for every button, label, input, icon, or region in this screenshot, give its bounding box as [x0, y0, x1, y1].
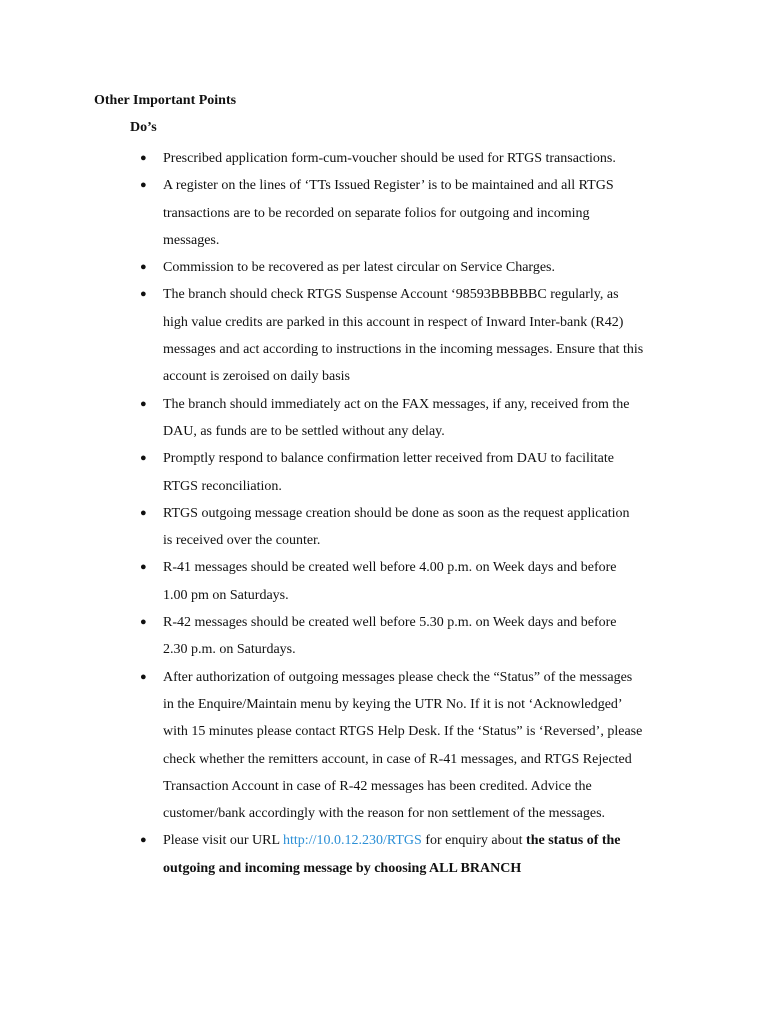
rtgs-url-link[interactable]: http://10.0.12.230/RTGS: [283, 833, 422, 849]
item-line: The branch should immediately act on the FAX messages, if any, received from the: [163, 396, 630, 412]
item-line: messages and act according to instructions in the incoming messages. Ensure that this: [163, 342, 644, 358]
list-item: [0, 609, 703, 664]
item-line: Promptly respond to balance confirmation letter received from DAU to facilitate: [163, 451, 614, 467]
bullet-icon: ●: [140, 452, 147, 465]
url-prefix-text: Please visit our URL: [163, 833, 284, 849]
item-line: [163, 827, 703, 854]
bullet-icon: ●: [140, 152, 147, 164]
item-line: Commission to be recovered as per latest circular on Service Charges.: [163, 260, 556, 276]
url-middle-text: for enquiry about: [421, 833, 527, 849]
bullet-icon: ●: [140, 616, 147, 629]
list-item: [0, 254, 703, 281]
bullet-icon: ●: [140, 561, 147, 574]
item-line: R-42 messages should be created well before 5.30 p.m. on Week days and before: [163, 615, 617, 631]
item-line: R-41 messages should be created well before 4.00 p.m. on Week days and before: [163, 560, 617, 576]
bold-text: the status of the: [526, 833, 621, 849]
bullet-icon: ●: [140, 670, 147, 683]
list-item: [0, 145, 703, 172]
list-item: [0, 445, 703, 500]
item-line: account is zeroised on daily basis: [163, 369, 351, 385]
list-item: [0, 664, 703, 828]
item-line: check whether the remitters account, in case of R-41 messages, and RTGS Rejected: [163, 751, 632, 767]
item-line: 2.30 p.m. on Saturdays.: [163, 642, 296, 658]
item-line: RTGS reconciliation.: [163, 478, 282, 494]
item-line: high value credits are parked in this account in respect of Inward Inter-bank (R42): [163, 314, 624, 330]
item-line: A register on the lines of ‘TTs Issued Register’ is to be maintained and all RTGS: [163, 178, 614, 194]
list-item: [0, 172, 703, 254]
list-item: [0, 554, 703, 609]
item-line: After authorization of outgoing messages please check the “Status” of the messages: [163, 669, 633, 685]
item-line: Transaction Account in case of R-42 messages has been credited. Advice the: [163, 778, 592, 794]
dos-subheading: Do’s: [130, 120, 157, 135]
item-line: messages.: [163, 232, 220, 248]
bullet-icon: ●: [140, 288, 147, 301]
item-line: The branch should check RTGS Suspense Account ‘98593BBBBBC regularly, as: [163, 287, 619, 303]
item-line: 1.00 pm on Saturdays.: [163, 587, 289, 603]
bullet-icon: ●: [140, 506, 147, 519]
list-item-url: [0, 827, 703, 882]
item-line: RTGS outgoing message creation should be done as soon as the request application: [163, 505, 630, 521]
item-line: DAU, as funds are to be settled without any delay.: [163, 423, 445, 439]
bullet-list: [0, 145, 768, 882]
bullet-icon: ●: [140, 834, 147, 847]
bullet-icon: ●: [140, 261, 147, 274]
bullet-icon: ●: [140, 397, 147, 410]
list-item: [0, 500, 703, 555]
item-line: Prescribed application form-cum-voucher should be used for RTGS transactions.: [163, 151, 616, 166]
list-item: [0, 281, 703, 390]
item-line-bold: outgoing and incoming message by choosing ALL BRANCH: [163, 860, 522, 876]
item-line: customer/bank accordingly with the reason for non settlement of the messages.: [163, 806, 606, 822]
item-line: is received over the counter.: [163, 533, 321, 549]
bullet-icon: ●: [140, 179, 147, 192]
item-line: in the Enquire/Maintain menu by keying the UTR No. If it is not ‘Acknowledged’: [163, 696, 623, 712]
section-heading: Other Important Points: [94, 93, 237, 108]
item-line: transactions are to be recorded on separate folios for outgoing and incoming: [163, 205, 590, 221]
item-line: with 15 minutes please contact RTGS Help Desk. If the ‘Status” is ‘Reversed’, please: [163, 724, 643, 740]
list-item: [0, 391, 703, 446]
